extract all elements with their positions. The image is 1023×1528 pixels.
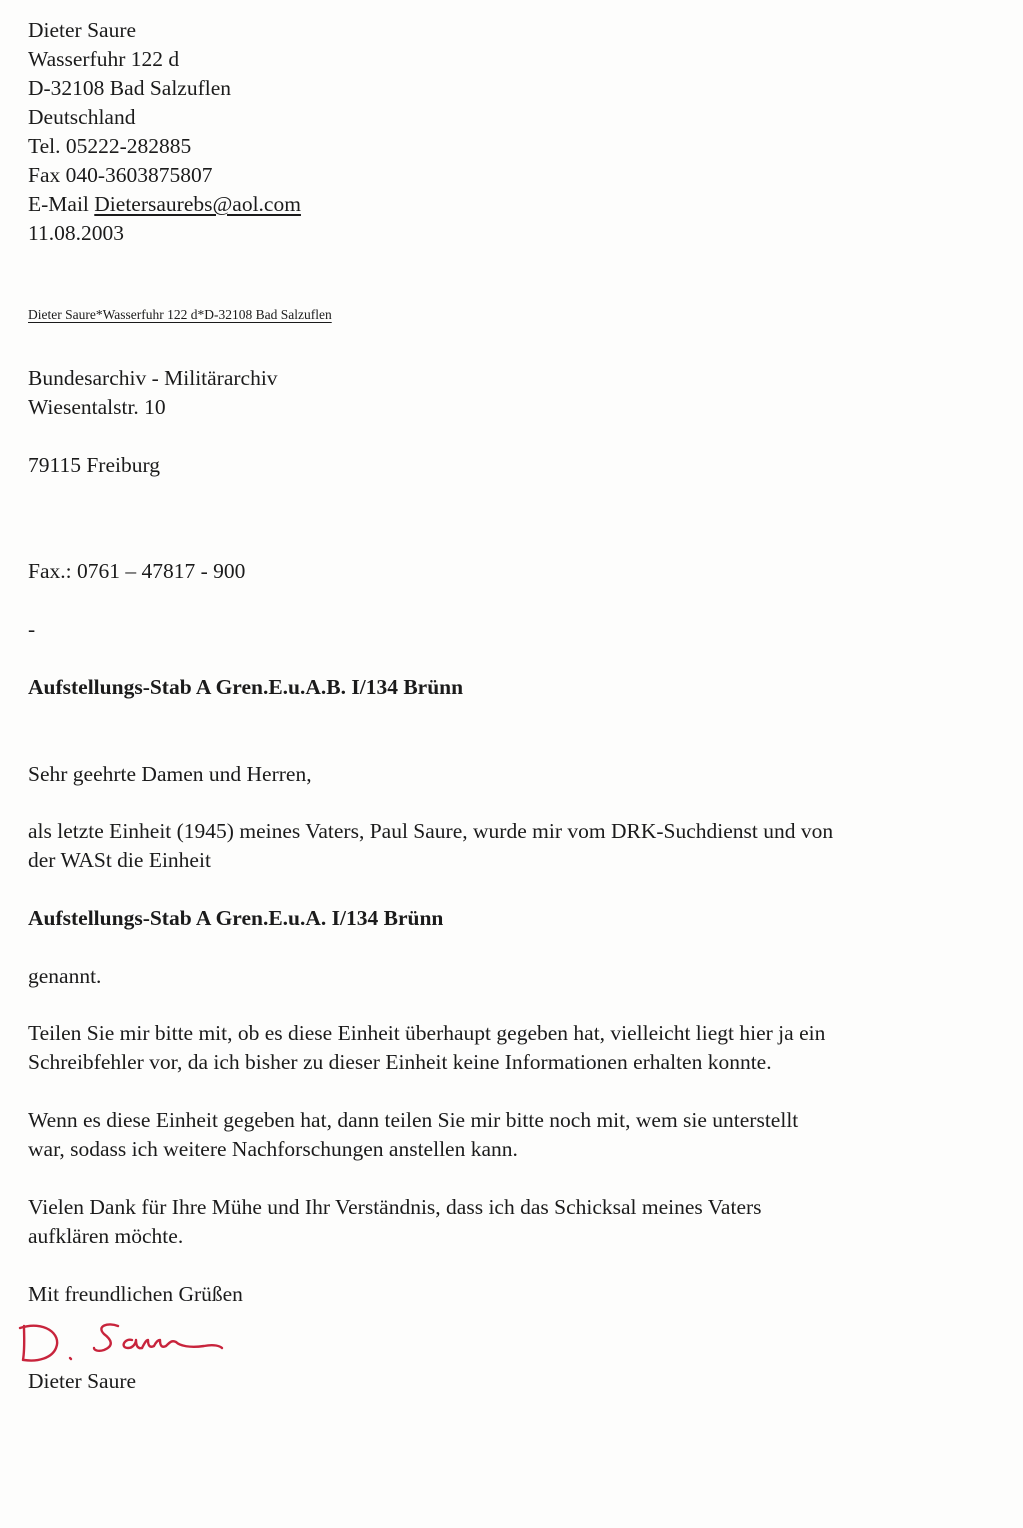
paragraph-2-line-1: Teilen Sie mir bitte mit, ob es diese Einheit überhaupt gegeben hat, vielleicht liegt hier ja ein bbox=[28, 1021, 826, 1045]
handwritten-signature bbox=[14, 1316, 234, 1372]
unit-name: Aufstellungs-Stab A Gren.E.u.A. I/134 Brünn bbox=[28, 906, 444, 930]
separator-dash: - bbox=[28, 617, 36, 641]
paragraph-1-line-1: als letzte Einheit (1945) meines Vaters, Paul Saure, wurde mir vom DRK-Suchdienst und von bbox=[28, 819, 834, 843]
sender-fax: Fax 040-3603875807 bbox=[28, 163, 213, 187]
paragraph-4 bbox=[28, 1193, 988, 1251]
sender-address-block bbox=[28, 16, 301, 248]
paragraph-1-line-2: der WASt die Einheit bbox=[28, 848, 211, 872]
sender-name: Dieter Saure bbox=[28, 18, 137, 42]
paragraph-4-line-2: aufklären möchte. bbox=[28, 1224, 184, 1248]
paragraph-3-line-1: Wenn es diese Einheit gegeben hat, dann teilen Sie mir bitte noch mit, wem sie unterstellt bbox=[28, 1108, 799, 1132]
recipient-name: Bundesarchiv - Militärarchiv bbox=[28, 366, 278, 390]
sender-city: D-32108 Bad Salzuflen bbox=[28, 76, 232, 100]
paragraph-4-line-1: Vielen Dank für Ihre Mühe und Ihr Verständnis, dass ich das Schicksal meines Vaters bbox=[28, 1195, 762, 1219]
subject-line: Aufstellungs-Stab A Gren.E.u.A.B. I/134 Brünn bbox=[28, 675, 464, 699]
named-line: genannt. bbox=[28, 964, 102, 988]
paragraph-3-line-2: war, sodass ich weitere Nachforschungen anstellen kann. bbox=[28, 1137, 518, 1161]
recipient-fax: Fax.: 0761 – 47817 - 900 bbox=[28, 559, 246, 583]
signer-name: Dieter Saure bbox=[28, 1369, 137, 1393]
sender-email-row bbox=[28, 190, 301, 219]
recipient-street: Wiesentalstr. 10 bbox=[28, 395, 166, 419]
salutation: Sehr geehrte Damen und Herren, bbox=[28, 762, 312, 786]
return-address-line: Dieter Saure*Wasserfuhr 122 d*D-32108 Bad Salzuflen bbox=[28, 307, 332, 322]
email-link[interactable]: Dietersaurebs@aol.com bbox=[94, 192, 301, 216]
paragraph-2-line-2: Schreibfehler vor, da ich bisher zu dieser Einheit keine Informationen erhalten konnte. bbox=[28, 1050, 772, 1074]
paragraph-2 bbox=[28, 1019, 988, 1077]
sender-phone: Tel. 05222-282885 bbox=[28, 134, 192, 158]
paragraph-1 bbox=[28, 817, 988, 875]
letter-date: 11.08.2003 bbox=[28, 221, 124, 245]
email-label: E-Mail bbox=[28, 192, 89, 216]
paragraph-3 bbox=[28, 1106, 988, 1164]
sender-country: Deutschland bbox=[28, 105, 136, 129]
recipient-city: 79115 Freiburg bbox=[28, 453, 160, 477]
sender-street: Wasserfuhr 122 d bbox=[28, 47, 180, 71]
closing: Mit freundlichen Grüßen bbox=[28, 1282, 243, 1306]
